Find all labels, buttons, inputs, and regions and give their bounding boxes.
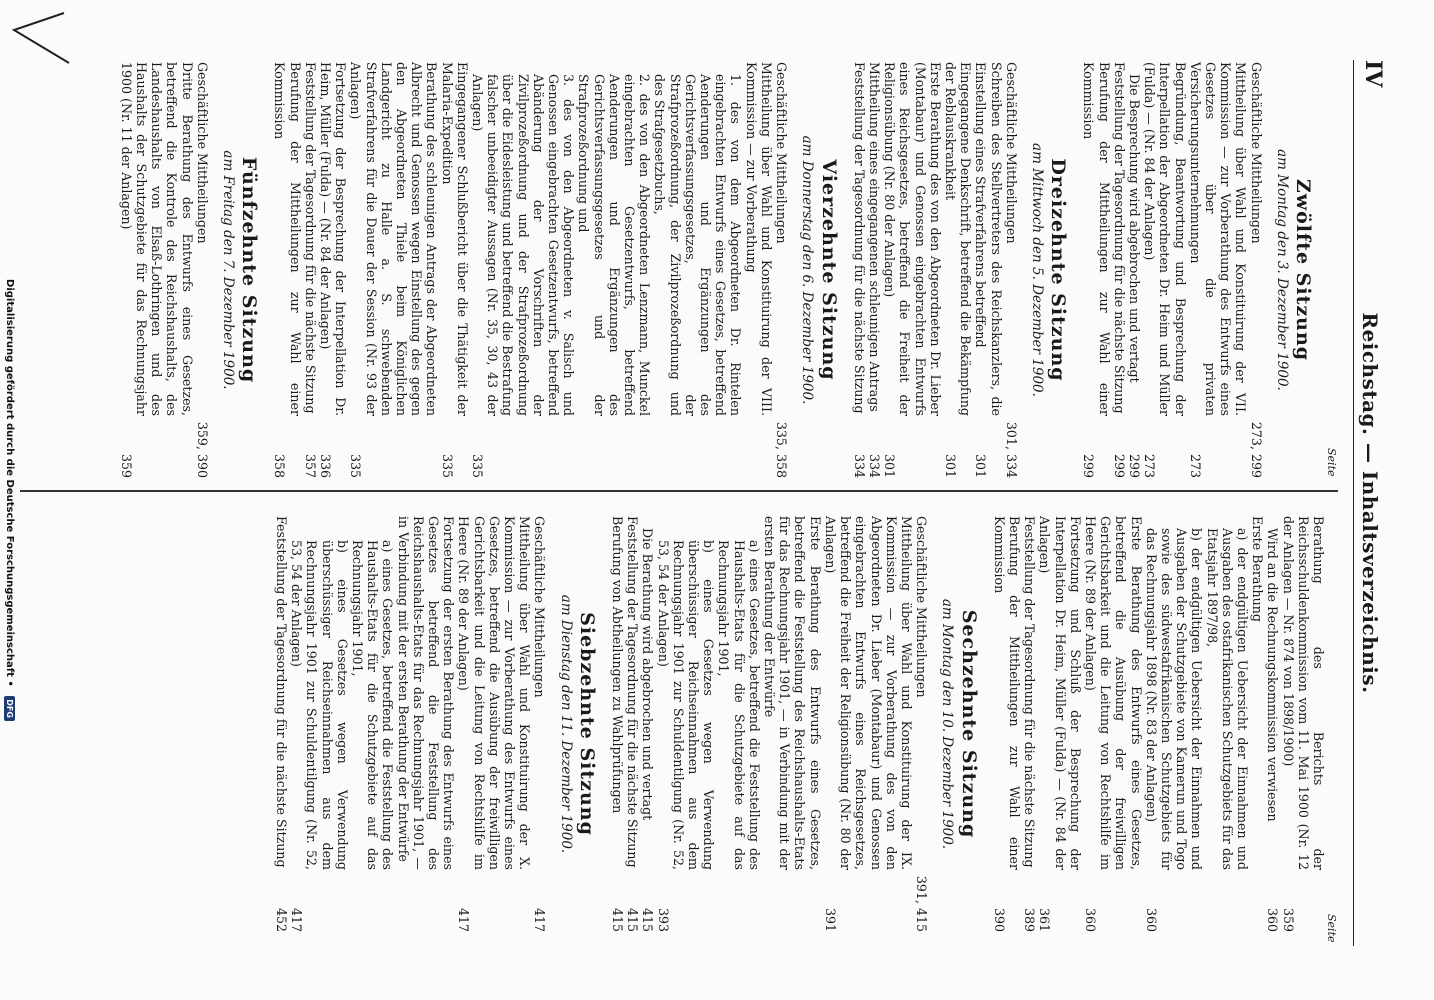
toc-entry-text: a) der endgültigen Uebersicht der Einnahmen und Ausgaben des ostafrikanischen Schutzgebiets für das Etatsjahr 1897/98, — [1204, 528, 1250, 870]
toc-entry — [348, 62, 439, 478]
toc-entry — [882, 62, 943, 478]
toc-entry-text: 3. des von den Abgeordneten v. Salisch und Genossen eingebrachten Gesetzentwurfs, betreffend Abänderung der Vorschriften der Zivilprozeßordnung und der Strafprozeßordnung über die Eidesleistung und betreffend die Bestrafung falscher unbeeidigter Aussagen (Nr. 35, 30, 43 der Anlagen) — [470, 74, 577, 416]
toc-entry-text: b) eines Gesetzes wegen Verwendung überschüssiger Reichseinnahmen aus dem Rechnungsjahr 1901 zur Schuldentilgung (Nr. 52, 53, 54 der Anlagen) — [289, 540, 350, 870]
toc-entry — [395, 516, 456, 932]
toc-entry — [1188, 62, 1249, 478]
toc-entry — [1081, 62, 1111, 478]
toc-entry-text: Mittheilung über Wahl und Konstituirung der X. Kommission — zur Vorberathung des Entwurfs eines Gesetzes, betreffend die Ausübung der freiwilligen Gerichtsbarkeit und die Leitung von Rechtshilfe im Heere (Nr. 89 der Anlagen) — [456, 516, 533, 870]
toc-entry-text: Feststellung der Tagesordnung für die nächste Sitzung — [851, 62, 867, 414]
sitting-heading — [1028, 62, 1070, 478]
toc-page-ref: 336 — [318, 453, 334, 478]
footer-text: Digitalisierung gefördert durch die Deutsche Forschungsgemeinschaft • — [4, 279, 15, 687]
toc-entry — [774, 62, 789, 478]
toc-page-ref: 299 — [1126, 453, 1142, 478]
toc-entry-text: Geschäftliche Mittheilungen — [914, 516, 930, 698]
sitting-title: Fünfzehnte Sitzung — [238, 156, 261, 384]
toc-entry-text: Geschäftliche Mittheilungen — [1003, 62, 1019, 244]
toc-entry — [1004, 62, 1019, 478]
toc-page-ref: 301 — [973, 453, 989, 478]
toc-entry — [470, 62, 576, 478]
toc-entry-text: Feststellung der Tagesordnung für die nächste Sitzung — [274, 516, 289, 868]
toc-page-ref: 301, 334 — [1003, 421, 1019, 478]
toc-entry — [456, 516, 532, 932]
toc-page-ref: 335 — [470, 453, 486, 478]
sitting-date: am Montag den 3. Dezember 1900. — [1273, 149, 1290, 391]
toc-entry-text: Geschäftliche Mittheilungen — [194, 62, 210, 244]
toc-entry-text: Geschäftliche Mittheilungen — [774, 62, 790, 244]
toc-page-ref: 415 — [610, 907, 626, 932]
toc-entry-text: Die Besprechung wird abgebrochen und vertagt — [1126, 74, 1142, 383]
toc-entry — [744, 62, 774, 478]
toc-entry-text: Mittheilung über Wahl und Konstituirung der IX. Kommission — zur Vorberathung des von den Abgeordneten Dr. Lieber (Montabaur) und Genossen eingebrachten Entwurfs eines Reichsgesetzes, betreffend die Freiheit der Religionsübung (Nr. 80 der Anlagen) — [822, 516, 914, 870]
toc-entry-text: Wird an die Rechnungskommission verwiesen — [1265, 528, 1281, 822]
toc-page-ref: 334 — [866, 453, 882, 478]
toc-page-ref: 359 — [1280, 907, 1296, 932]
toc-page-ref: 389 — [1022, 907, 1038, 932]
toc-entry-text: Berathung des Berichts der Reichsschuldenkommission vom 11. Mai 1900 (Nr. 12 der Anlagen — Nr. 874 von 1898/1900) — [1280, 516, 1326, 870]
sitting-date: am Montag den 10. Dezember 1900. — [939, 598, 956, 850]
right-column — [274, 516, 1326, 932]
toc-entry — [867, 62, 882, 478]
toc-entry — [992, 516, 1022, 932]
column-divider — [20, 490, 1338, 492]
toc-entry — [716, 516, 762, 932]
toc-page-ref: 301 — [942, 453, 958, 478]
toc-entry-text: Feststellung der Tagesordnung für die nächste Sitzung — [1022, 516, 1038, 868]
toc-entry — [1250, 516, 1265, 932]
toc-entry-text: Fortsetzung und Schluß der Besprechung der Interpellation Dr. Heim, Müller (Fulda) — (Nr. 84 der Anlagen) — [1037, 516, 1083, 870]
sitting-date: am Mittwoch den 5. Dezember 1900. — [1028, 143, 1045, 397]
sitting-heading — [1273, 62, 1314, 478]
toc-page-ref: 361 — [1037, 907, 1053, 932]
sitting-heading — [939, 516, 980, 932]
toc-page-ref: 299 — [1111, 453, 1127, 478]
toc-page-ref: 391, 415 — [914, 875, 930, 932]
page-header — [1353, 60, 1388, 946]
toc-entry — [914, 516, 929, 932]
toc-entry — [655, 516, 716, 932]
toc-entry — [823, 516, 914, 932]
toc-entry — [195, 62, 210, 478]
toc-entry — [439, 62, 469, 478]
dfg-logo: DFG — [4, 696, 15, 721]
toc-entry-text: Fortsetzung der Besprechung der Interpellation Dr. Heim, Müller (Fulda) — (Nr. 84 der Anlagen) — [318, 62, 349, 416]
running-title: Reichstag. — Inhaltsverzeichnis. — [1358, 312, 1382, 694]
toc-entry-text: Geschäftliche Mittheilungen — [1248, 62, 1264, 244]
toc-entry — [610, 516, 625, 932]
toc-entry-text: Eingegangener Schlußbericht über die Thätigkeit der Malaria-Expedition — [439, 62, 470, 416]
toc-page-ref: 335 — [348, 453, 364, 478]
toc-page-ref: 360 — [1143, 907, 1159, 932]
toc-entry — [625, 516, 640, 932]
toc-entry — [762, 516, 823, 932]
toc-entry — [1022, 516, 1037, 932]
toc-entry — [652, 62, 743, 478]
toc-entry — [350, 516, 396, 932]
toc-entry-text: a) eines Gesetzes, betreffend die Feststellung des Haushalts-Etats für die Schutzgebiete auf das Rechnungsjahr 1901, — [350, 540, 396, 870]
toc-page-ref: 357 — [302, 453, 318, 478]
toc-page-ref: 415 — [640, 907, 656, 932]
toc-entry-text: Feststellung der Tagesordnung für die nächste Sitzung — [1111, 62, 1127, 414]
toc-page-ref: 335 — [439, 453, 455, 478]
toc-entry-text: b) eines Gesetzes wegen Verwendung überschüssiger Reichseinnahmen aus dem Rechnungsjahr 1901 zur Schuldentilgung (Nr. 52, 53, 54 der Anlagen) — [655, 540, 717, 870]
toc-entry-text: Berufung der Mittheilungen zur Wahl einer Kommission — [272, 62, 303, 416]
toc-entry — [1265, 516, 1280, 932]
toc-page-ref: 273 — [1142, 453, 1158, 478]
toc-entry — [943, 62, 973, 478]
toc-page-ref: 452 — [274, 907, 289, 932]
toc-entry-text: Dritte Berathung des Entwurfs eines Gesetzes, betreffend die Kontrole des Reichshaushalts, des Landeshaushalts von Elsaß-Lothringen und des Haushalts der Schutzgebiete für das Rechnungsjahr 1900 (Nr. 11 der Anlagen) — [118, 62, 195, 416]
seite-label-right: Seite — [1325, 914, 1338, 943]
toc-entry — [1204, 516, 1250, 932]
toc-entry-text: Erste Berathung des Entwurfs eines Gesetzes, betreffend die Ausübung der freiwilligen Gerichtsbarkeit und die Leitung von Rechtshilfe im Heere (Nr. 89 der Anlagen) — [1082, 516, 1144, 870]
sitting-date: am Freitag den 7. Dezember 1900. — [220, 150, 236, 390]
toc-entry-text: Mittheilung über Wahl und Konstituirung der VII. Kommission — zur Vorberathung des Entwurfs eines Gesetzes über die privaten Versicherungsunternehmungen — [1187, 62, 1249, 416]
toc-page-ref: 273 — [1187, 453, 1203, 478]
toc-entry-text: Eingegangene Denkschrift, betreffend die Bekämpfung der Reblauskrankheit — [942, 62, 974, 416]
toc-entry — [532, 516, 547, 932]
toc-entry — [119, 62, 195, 478]
sitting-date: am Donnerstag den 6. Dezember 1900. — [799, 135, 816, 405]
toc-entry-text: b) der endgültigen Uebersicht der Einnahmen und Ausgaben der Schutzgebiete von Kamerun und Togo sowie des südwestafrikanischen Schutzgebiets für das Rechnungsjahr 1898 (Nr. 83 der Anlagen) — [1143, 528, 1205, 870]
sitting-title: Sechzehnte Sitzung — [957, 609, 980, 839]
toc-entry — [1083, 516, 1144, 932]
toc-entry-text: 1. des von dem Abgeordneten Dr. Rintelen eingebrachten Entwurfs eines Gesetzes, betreffend Aenderungen und Ergänzungen des Gerichtsverfassungsgesetzes, der Strafprozeßordnung, der Zivilprozeßordnung und des Strafgesetzbuchs, — [652, 74, 744, 416]
toc-entry — [640, 516, 655, 932]
toc-entry-text: Erste Berathung des Entwurfs eines Gesetzes, betreffend die Feststellung des Reichshaushalts-Etats für das Rechnungsjahr 1901, — in Verbindung mit der ersten Berathung der Entwürfe — [762, 516, 823, 870]
toc-entry-text: Berathung des schleunigen Antrags der Abgeordneten Albrecht und Genossen wegen Einstellung des gegen den Abgeordneten Thiele beim Königlichen Landgericht zu Halle a. S. schwebenden Strafverfahrens für die Dauer der Session (Nr. 93 der Anlagen) — [348, 62, 440, 416]
toc-page-ref: 301 — [882, 453, 898, 478]
toc-entry-text: Schreiben des Stellvertreters des Reichskanzlers, die Einstellung eines Strafverfahrens betreffend — [973, 62, 1004, 416]
sitting-heading — [220, 62, 261, 478]
toc-entry-text: Begründung, Beantwortung und Besprechung der Interpellation der Abgeordneten Dr. Heim und Müller (Fulda) — (Nr. 84 der Anlagen) — [1142, 62, 1188, 416]
toc-entry-text: Die Berathung wird abgebrochen und vertagt — [640, 528, 656, 821]
toc-entry-text: a) eines Gesetzes, betreffend die Feststellung des Haushalts-Etats für die Schutzgebiete auf das Rechnungsjahr 1901, — [716, 540, 762, 870]
toc-page-ref: 417 — [289, 907, 305, 932]
toc-entry-text: Geschäftliche Mittheilungen — [532, 516, 548, 698]
toc-page-ref: 415 — [625, 907, 641, 932]
toc-entry — [272, 62, 302, 478]
sitting-date: am Dienstag den 11. Dezember 1900. — [557, 594, 574, 854]
toc-entry-text: Erste Berathung des von den Abgeordneten Dr. Lieber (Montabaur) und Genossen eingebrachten Entwurfs eines Reichsgesetzes, betreffend die Freiheit der Religionsübung (Nr. 80 der Anlagen) — [882, 62, 943, 416]
toc-entry-text: Feststellung der Tagesordnung für die nächste Sitzung — [302, 62, 318, 414]
toc-page-ref: 359 — [118, 453, 134, 478]
toc-entry-text: Mittheilung über Wahl und Konstituirung der VIII. Kommission — zur Vorberathung — [743, 62, 774, 416]
toc-entry — [303, 62, 318, 478]
toc-entry-text: 2. des von den Abgeordneten Lenzmann, Munckel eingebrachten Gesetzentwurfs, betreffend Aenderungen und Ergänzungen des Gerichtsverfassungsgesetzes und der Strafprozeßordnung und — [576, 74, 653, 416]
toc-entry — [1144, 516, 1205, 932]
toc-entry — [1037, 516, 1083, 932]
toc-entry-text: Feststellung der Tagesordnung für die nächste Sitzung — [625, 516, 641, 868]
seite-label-left: Seite — [1325, 448, 1338, 477]
toc-entry — [1112, 62, 1127, 478]
footer-credit — [4, 0, 15, 1000]
toc-entry — [274, 516, 289, 932]
sitting-title: Siebzehnte Sitzung — [575, 612, 598, 836]
toc-page-ref: 360 — [1082, 907, 1098, 932]
toc-entry — [1127, 62, 1142, 478]
sitting-title: Zwölfte Sitzung — [1292, 178, 1314, 362]
toc-page-ref: 334 — [851, 453, 867, 478]
toc-entry — [576, 62, 652, 478]
toc-page-ref: 360 — [1265, 907, 1281, 932]
toc-entry — [852, 62, 867, 478]
toc-entry — [318, 62, 348, 478]
sitting-heading — [557, 516, 598, 932]
sitting-title: Vierzehnte Sitzung — [817, 159, 840, 381]
toc-entry-text: Mittheilung eines eingegangenen schleunigen Antrags — [866, 62, 882, 412]
toc-entry — [1142, 62, 1188, 478]
toc-page-ref: 391 — [822, 907, 838, 932]
toc-entry — [1280, 516, 1326, 932]
toc-entry — [1248, 62, 1263, 478]
toc-page-ref: 417 — [456, 907, 472, 932]
toc-entry-text: Erste Berathung — [1250, 516, 1266, 622]
toc-page-ref: 390 — [991, 907, 1007, 932]
toc-page-ref: 273, 299 — [1248, 421, 1264, 478]
toc-page-ref: 299 — [1081, 453, 1097, 478]
toc-entry — [289, 516, 350, 932]
toc-entry-text: Berufung der Mittheilungen zur Wahl einer Kommission — [991, 516, 1022, 870]
left-column — [119, 62, 1326, 478]
toc-entry — [973, 62, 1003, 478]
sitting-heading — [799, 62, 840, 478]
toc-page-ref: 359, 390 — [194, 421, 210, 478]
toc-page-ref: 393 — [655, 907, 671, 932]
toc-entry-text: Fortsetzung der ersten Berathung des Entwurfs eines Gesetzes betreffend die Feststellung des Reichshaushalts-Etats für das Rechnungsjahr 1901, — in Verbindung mit der ersten Berathung der Entwürfe — [395, 516, 457, 870]
toc-entry-text: Berufung von Abtheilungen zu Wahlprüfungen — [610, 516, 626, 814]
sitting-title: Dreizehnte Sitzung — [1047, 158, 1070, 382]
page-number: IV — [1360, 60, 1386, 88]
toc-entry-text: Berufung der Mittheilungen zur Wahl einer Kommission — [1081, 62, 1112, 416]
toc-page-ref: 335, 358 — [774, 421, 790, 478]
toc-page-ref: 358 — [272, 453, 288, 478]
toc-page-ref: 417 — [532, 907, 548, 932]
